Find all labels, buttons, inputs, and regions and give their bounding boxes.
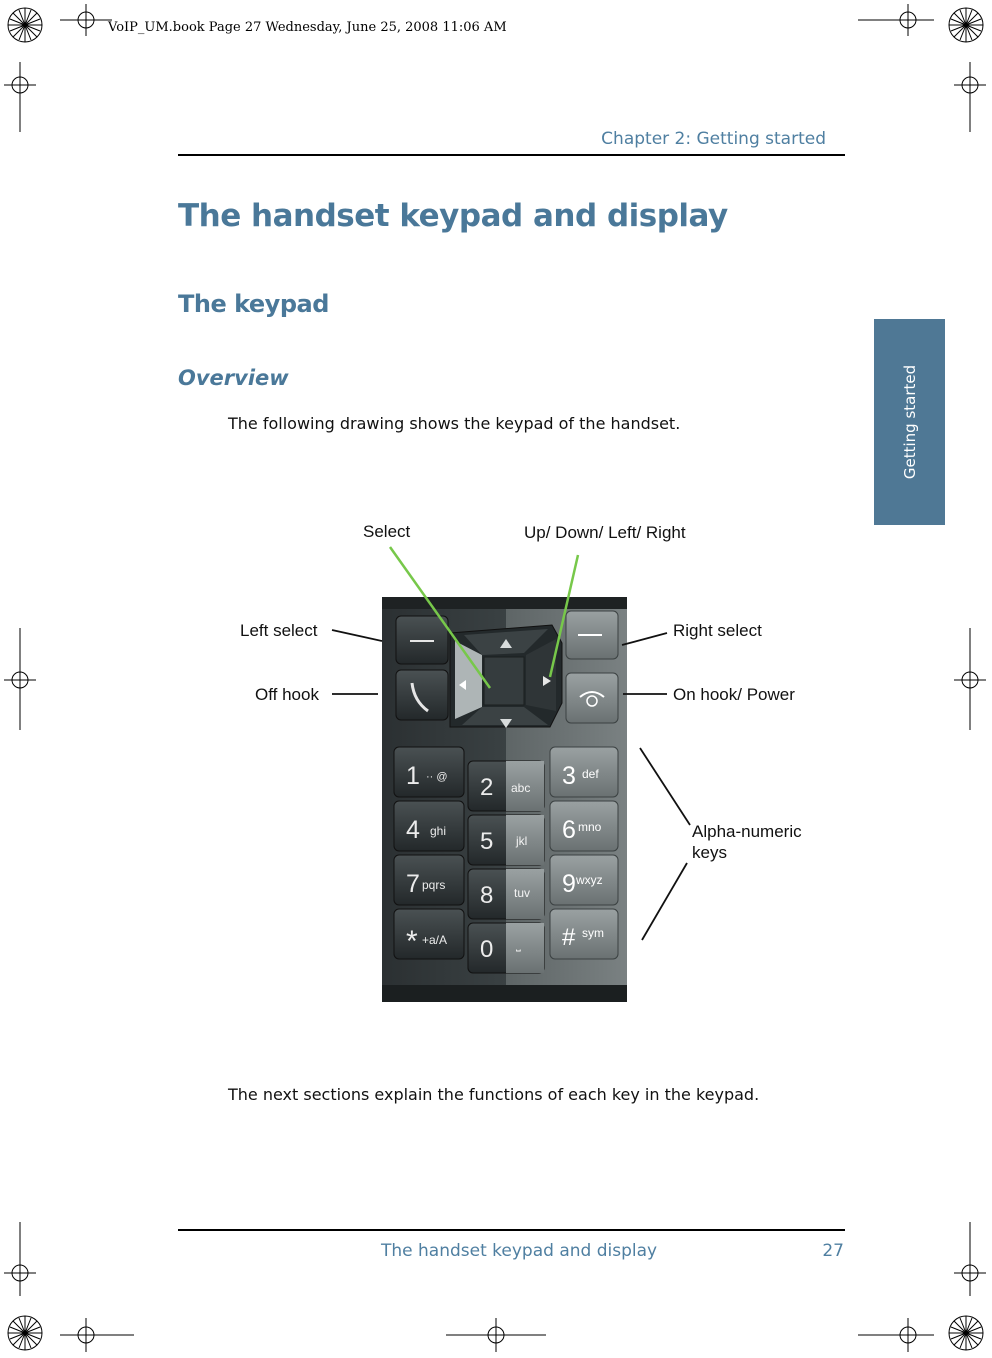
- key-star[interactable]: [394, 909, 464, 959]
- label-off-hook: Off hook: [255, 685, 319, 704]
- key-star-symbol: *: [406, 925, 418, 958]
- key-hash-symbol: #: [562, 924, 576, 951]
- keypad-figure: [230, 505, 830, 1015]
- label-navigation: Up/ Down/ Left/ Right: [524, 523, 686, 542]
- key-3-letters: def: [582, 767, 599, 781]
- label-right-select: Right select: [673, 621, 762, 640]
- side-tab-label: Getting started: [900, 364, 919, 480]
- key-2[interactable]: [468, 761, 544, 811]
- label-select: Select: [363, 522, 411, 541]
- key-0-space-icon: ⎵: [516, 938, 521, 952]
- key-6[interactable]: [550, 801, 618, 851]
- subsection-title: Overview: [178, 366, 289, 390]
- page-number: 27: [822, 1241, 844, 1261]
- key-8-letters: tuv: [514, 886, 531, 900]
- key-9-letters: wxyz: [576, 873, 603, 887]
- key-5[interactable]: [468, 815, 544, 865]
- key-4[interactable]: [394, 801, 464, 851]
- page-title: The handset keypad and display: [178, 198, 728, 234]
- key-4-letters: ghi: [430, 824, 447, 838]
- footer-title: The handset keypad and display: [381, 1241, 658, 1261]
- key-5-letters: jkl: [516, 834, 528, 848]
- key-0-digit: 0: [480, 936, 494, 963]
- right-select-key[interactable]: [566, 611, 618, 659]
- footer-rule: [178, 1229, 845, 1231]
- left-select-key[interactable]: [396, 616, 448, 664]
- key-1-digit: 1: [406, 762, 420, 790]
- select-center-key[interactable]: [484, 657, 524, 705]
- outro-paragraph: The next sections explain the functions of each key in the keypad.: [228, 1085, 760, 1104]
- label-alpha-numeric: Alpha-numeric: [692, 822, 802, 841]
- key-7[interactable]: [394, 855, 464, 905]
- intro-paragraph: The following drawing shows the keypad of the handset.: [228, 414, 681, 433]
- off-hook-key[interactable]: [396, 670, 448, 720]
- key-7-digit: 7: [406, 870, 420, 898]
- key-2-digit: 2: [480, 774, 494, 801]
- key-1[interactable]: [394, 747, 464, 797]
- navigation-cluster: [450, 625, 562, 728]
- key-3-digit: 3: [562, 762, 576, 790]
- label-alpha-numeric-keys: keys: [692, 843, 727, 862]
- key-hash[interactable]: [550, 909, 618, 959]
- key-8[interactable]: [468, 869, 544, 919]
- key-5-digit: 5: [480, 828, 494, 855]
- key-2-letters: abc: [511, 781, 531, 795]
- key-6-digit: 6: [562, 816, 576, 844]
- key-3[interactable]: [550, 747, 618, 797]
- crop-info-line: VoIP_UM.book Page 27 Wednesday, June 25, 2008 11:06 AM: [108, 20, 507, 35]
- keypad-illustration: [230, 505, 830, 1015]
- key-8-digit: 8: [480, 882, 494, 909]
- key-hash-letters: sym: [582, 926, 604, 940]
- key-1-letters: ·· @: [426, 771, 448, 783]
- header-rule: [178, 154, 845, 156]
- chapter-header: Chapter 2: Getting started: [601, 129, 826, 149]
- on-hook-power-key[interactable]: [566, 673, 618, 723]
- key-7-letters: pqrs: [422, 878, 446, 892]
- key-9-digit: 9: [562, 870, 576, 898]
- key-4-digit: 4: [406, 816, 420, 844]
- label-on-hook: On hook/ Power: [673, 685, 795, 704]
- label-left-select: Left select: [240, 621, 318, 640]
- key-star-letters: +a/A: [422, 933, 448, 947]
- side-tab: [874, 319, 945, 525]
- key-6-letters: mno: [578, 820, 602, 834]
- section-title: The keypad: [178, 290, 329, 318]
- key-0[interactable]: [468, 923, 544, 973]
- key-9[interactable]: [550, 855, 618, 905]
